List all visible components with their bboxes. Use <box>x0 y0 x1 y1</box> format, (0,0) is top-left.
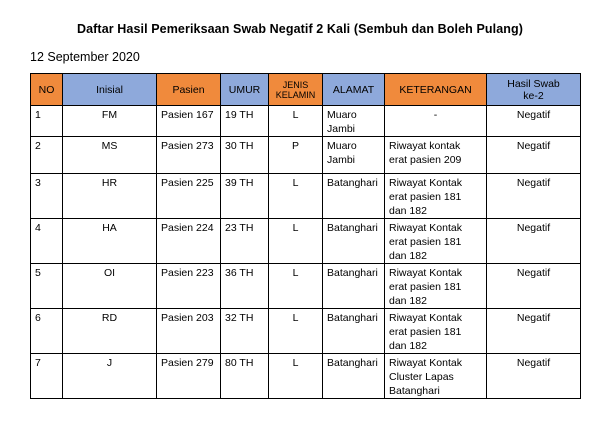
table-row <box>31 219 581 264</box>
table-row <box>31 106 581 137</box>
cell-umur: 30 TH <box>221 137 269 174</box>
cell-hasil: Negatif <box>487 309 581 354</box>
cell-no: 7 <box>31 354 63 399</box>
cell-inisial: HA <box>63 219 157 264</box>
cell-keterangan: Riwayat Kontak erat pasien 181 dan 182 <box>385 309 487 354</box>
cell-pasien: Pasien 225 <box>157 174 221 219</box>
col-header-no: NO <box>31 74 63 106</box>
cell-alamat: Batanghari <box>323 264 385 309</box>
cell-hasil: Negatif <box>487 106 581 137</box>
cell-hasil: Negatif <box>487 264 581 309</box>
results-table <box>30 73 581 399</box>
table-row <box>31 137 581 174</box>
cell-keterangan: Riwayat kontak erat pasien 209 <box>385 137 487 174</box>
cell-umur: 23 TH <box>221 219 269 264</box>
cell-keterangan: Riwayat Kontak Cluster Lapas Batanghari <box>385 354 487 399</box>
cell-hasil: Negatif <box>487 219 581 264</box>
cell-umur: 32 TH <box>221 309 269 354</box>
cell-hasil: Negatif <box>487 137 581 174</box>
cell-hasil: Negatif <box>487 174 581 219</box>
cell-jenis-kelamin: L <box>269 106 323 137</box>
cell-inisial: J <box>63 354 157 399</box>
cell-umur: 36 TH <box>221 264 269 309</box>
cell-alamat: Batanghari <box>323 219 385 264</box>
col-header-jenis-kelamin: JENIS KELAMIN <box>269 74 323 106</box>
cell-inisial: MS <box>63 137 157 174</box>
col-header-pasien: Pasien <box>157 74 221 106</box>
table-row <box>31 354 581 399</box>
col-header-alamat: ALAMAT <box>323 74 385 106</box>
cell-keterangan: Riwayat Kontak erat pasien 181 dan 182 <box>385 264 487 309</box>
col-header-hasil: Hasil Swab ke-2 <box>487 74 581 106</box>
cell-jenis-kelamin: L <box>269 174 323 219</box>
cell-inisial: FM <box>63 106 157 137</box>
cell-umur: 39 TH <box>221 174 269 219</box>
col-header-keterangan: KETERANGAN <box>385 74 487 106</box>
cell-alamat: Batanghari <box>323 309 385 354</box>
col-header-umur: UMUR <box>221 74 269 106</box>
cell-umur: 80 TH <box>221 354 269 399</box>
cell-jenis-kelamin: L <box>269 354 323 399</box>
cell-pasien: Pasien 279 <box>157 354 221 399</box>
cell-jenis-kelamin: L <box>269 264 323 309</box>
cell-alamat: Batanghari <box>323 174 385 219</box>
cell-pasien: Pasien 223 <box>157 264 221 309</box>
cell-no: 4 <box>31 219 63 264</box>
col-header-inisial: Inisial <box>63 74 157 106</box>
cell-umur: 19 TH <box>221 106 269 137</box>
cell-pasien: Pasien 203 <box>157 309 221 354</box>
cell-inisial: HR <box>63 174 157 219</box>
cell-jenis-kelamin: P <box>269 137 323 174</box>
cell-no: 6 <box>31 309 63 354</box>
cell-keterangan: Riwayat Kontak erat pasien 181 dan 182 <box>385 174 487 219</box>
cell-alamat: Batanghari <box>323 354 385 399</box>
cell-pasien: Pasien 224 <box>157 219 221 264</box>
cell-hasil: Negatif <box>487 354 581 399</box>
table-row <box>31 264 581 309</box>
table-row <box>31 174 581 219</box>
table-header-row <box>31 74 581 106</box>
cell-keterangan: - <box>385 106 487 137</box>
document-title: Daftar Hasil Pemeriksaan Swab Negatif 2 Kali (Sembuh dan Boleh Pulang) <box>76 22 523 36</box>
document-date: 12 September 2020 <box>30 50 140 64</box>
cell-inisial: RD <box>63 309 157 354</box>
cell-pasien: Pasien 273 <box>157 137 221 174</box>
cell-jenis-kelamin: L <box>269 309 323 354</box>
cell-alamat: Muaro Jambi <box>323 106 385 137</box>
cell-inisial: OI <box>63 264 157 309</box>
cell-pasien: Pasien 167 <box>157 106 221 137</box>
table-row <box>31 309 581 354</box>
cell-jenis-kelamin: L <box>269 219 323 264</box>
cell-no: 3 <box>31 174 63 219</box>
cell-alamat: Muaro Jambi <box>323 137 385 174</box>
cell-no: 1 <box>31 106 63 137</box>
cell-no: 2 <box>31 137 63 174</box>
cell-no: 5 <box>31 264 63 309</box>
cell-keterangan: Riwayat Kontak erat pasien 181 dan 182 <box>385 219 487 264</box>
